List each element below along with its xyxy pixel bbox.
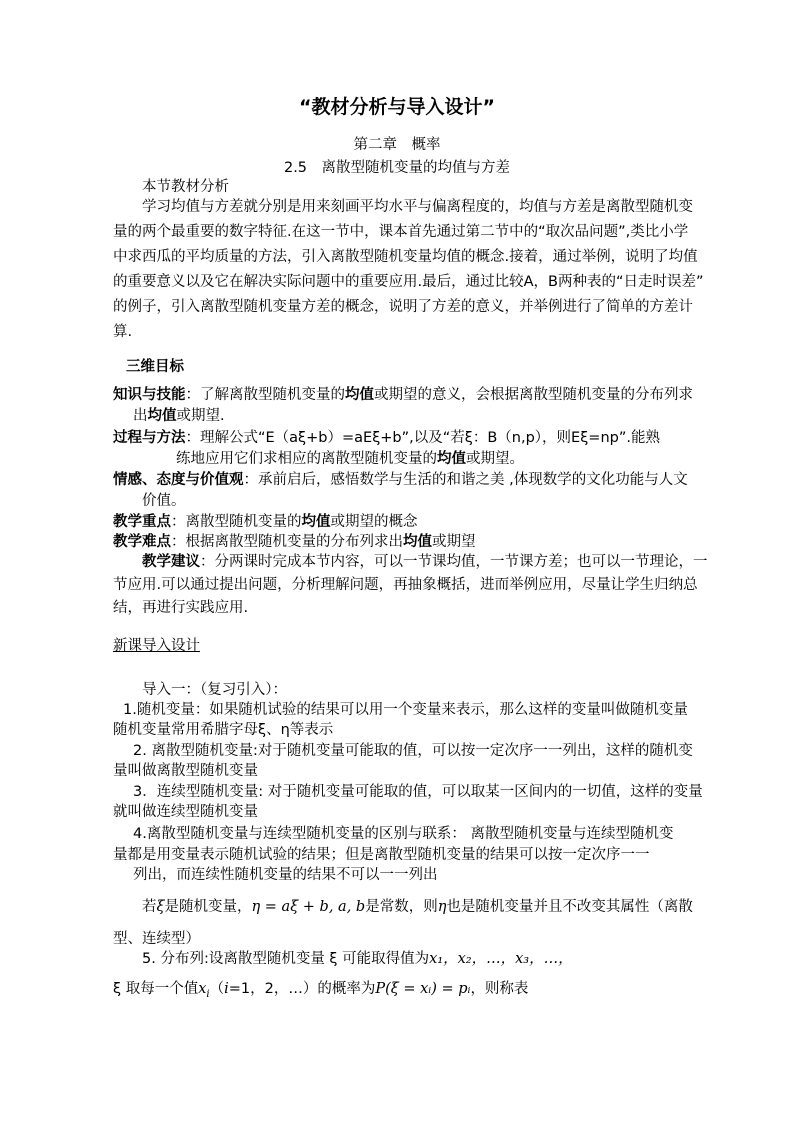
teaching-suggestion <box>142 552 708 572</box>
knowledge-cont-text: 出 <box>133 408 148 424</box>
process-label: 过程与方法 <box>113 430 186 446</box>
key-bold: 均值 <box>301 514 331 530</box>
probability-formula: P(ξ = xᵢ) = pᵢ <box>375 981 471 997</box>
rv-text-2: 是随机变量， <box>164 899 252 915</box>
intro-item-1: 1.随机变量：如果随机试验的结果可以用一个变量来表示，那么这样的变量叫做随机变量 <box>123 702 688 718</box>
analysis-heading: 本节教材分析 <box>142 179 229 195</box>
intro-heading: 新课导入设计 <box>113 638 200 654</box>
intro-item-3: 3．连续型随机变量: 对于随机变量可能取的值，可以取某一区间内的一切值，这样的变量 <box>133 784 703 800</box>
process-text: ：理解公式“E（aξ+b）=aEξ+b”,以及“若ξ：B（n,p），则Eξ=np”.能熟 <box>185 430 660 446</box>
rv-text-3: 是常数，则 <box>365 899 438 915</box>
suggestion-label: 教学建议 <box>142 554 200 570</box>
random-variable-transform <box>142 897 693 917</box>
intro-item-1-cont: 随机变量常用希腊字母ξ、η等表示 <box>113 722 334 738</box>
knowledge-label: 知识与技能 <box>113 387 186 403</box>
suggestion-line-2: 节应用.可以通过提出问题，分析理解问题，再抽象概括，进而举例应用，尽量让学生归纳总 <box>113 577 698 593</box>
emotion-goal <box>113 470 688 490</box>
difficulty-text: ：根据离散型随机变量的分布列求出 <box>171 534 403 550</box>
intro-item-2-cont: 量叫做离散型随机变量 <box>113 763 258 779</box>
process-cont-bold: 均值 <box>437 451 466 467</box>
difficulty-label: 教学难点 <box>113 534 171 550</box>
teaching-difficulty <box>113 532 476 552</box>
intro-item-4-cont-2: 列出，而连续性随机变量的结果不可以一一列出 <box>133 867 438 883</box>
knowledge-cont-bold: 均值 <box>147 408 177 424</box>
analysis-line-4: 的重要意义以及它在解决实际问题中的重要应用.最后，通过比较A，B两种表的“日走时误差” <box>113 274 704 290</box>
xi-symbol: ξ <box>156 899 165 915</box>
distribution-text-3: =1，2，…）的概率为 <box>228 981 376 997</box>
eta-symbol: η <box>437 899 447 915</box>
process-cont-text: 练地应用它们求相应的离散型随机变量的 <box>176 451 437 467</box>
i-symbol: i <box>224 981 229 997</box>
analysis-line-5: 的例子，引入离散型随机变量方差的概念，说明了方差的意义，并举例进行了简单的方差计 <box>113 299 693 315</box>
knowledge-cont-rest: 或期望. <box>176 408 225 424</box>
linear-formula: η = aξ + b, a, b <box>251 899 366 915</box>
knowledge-goal-cont <box>133 406 225 426</box>
emotion-label: 情感、态度与价值观 <box>113 472 244 488</box>
emotion-goal-cont: 价值。 <box>142 493 186 509</box>
knowledge-bold-term: 均值 <box>345 387 374 403</box>
teaching-key-point <box>113 512 418 532</box>
x-symbol: x <box>198 981 207 997</box>
key-rest: 或期望的概念 <box>330 514 418 530</box>
process-goal <box>113 428 660 448</box>
page-title: “教材分析与导入设计” <box>299 96 495 118</box>
key-text: ：离散型随机变量的 <box>171 514 302 530</box>
knowledge-text-rest: 或期望的意义，会根据离散型随机变量的分布列求 <box>374 387 693 403</box>
distribution-line-1 <box>142 949 573 969</box>
analysis-line-3: 中求西瓜的平均质量的方法，引入离散型随机变量均值的概念.接着，通过举例，说明了均值 <box>113 249 698 265</box>
distribution-text: 5. 分布列:设离散型随机变量 ξ 可能取得值为 <box>142 951 430 967</box>
knowledge-goal <box>113 385 693 405</box>
suggestion-line-3: 结，再进行实践应用. <box>113 600 249 616</box>
suggestion-text: ：分两课时完成本节内容，可以一节课均值，一节课方差；也可以一节理论，一 <box>200 554 708 570</box>
goals-heading: 三维目标 <box>126 359 184 375</box>
emotion-text: ：承前启后，感悟数学与生活的和谐之美 ,体现数学的文化功能与人文 <box>243 472 688 488</box>
chapter-heading: 第二章 概率 <box>353 137 441 153</box>
intro-item-4: 4.离散型随机变量与连续型随机变量的区别与联系： 离散型随机变量与连续型随机变 <box>133 826 674 842</box>
rv-text-4: 也是随机变量并且不改变其属性（离散 <box>446 899 693 915</box>
x-subscript: i <box>206 988 210 1000</box>
distribution-text-4: ，则称表 <box>470 981 529 997</box>
knowledge-text: ：了解离散型随机变量的 <box>185 387 345 403</box>
difficulty-bold: 均值 <box>403 534 432 550</box>
distribution-values: x₁，x₂，…，x₃，…， <box>429 951 573 967</box>
analysis-line-6: 算. <box>113 324 133 340</box>
difficulty-rest: 或期望 <box>432 534 476 550</box>
intro-lead: 导入一：（复习引入）： <box>142 682 287 698</box>
analysis-line-2: 量的两个最重要的数字特征.在这一节中，课本首先通过第二节中的“取次品问题”,类比小学 <box>113 224 689 240</box>
paren-open: （ <box>209 981 225 997</box>
intro-item-2: 2. 离散型随机变量:对于随机变量可能取的值，可以按一定次序一一列出，这样的随机变 <box>133 743 693 759</box>
rv-text-1: 若 <box>142 899 157 915</box>
process-cont-rest: 或期望。 <box>466 451 524 467</box>
distribution-text-2: ξ 取每一个值 <box>113 981 199 997</box>
analysis-line-1: 学习均值与方差就分别是用来刻画平均水平与偏离程度的，均值与方差是离散型随机变 <box>142 199 693 215</box>
process-goal-cont <box>176 449 524 469</box>
random-variable-transform-cont: 型、连续型） <box>113 931 200 947</box>
intro-item-3-cont: 就叫做连续型随机变量 <box>113 804 258 820</box>
intro-item-4-cont-1: 量都是用变量表示随机试验的结果；但是离散型随机变量的结果可以按一定次序一一 <box>113 847 650 863</box>
section-heading: 2.5 离散型随机变量的均值与方差 <box>283 160 511 176</box>
key-label: 教学重点 <box>113 514 171 530</box>
distribution-line-2 <box>113 979 528 1005</box>
